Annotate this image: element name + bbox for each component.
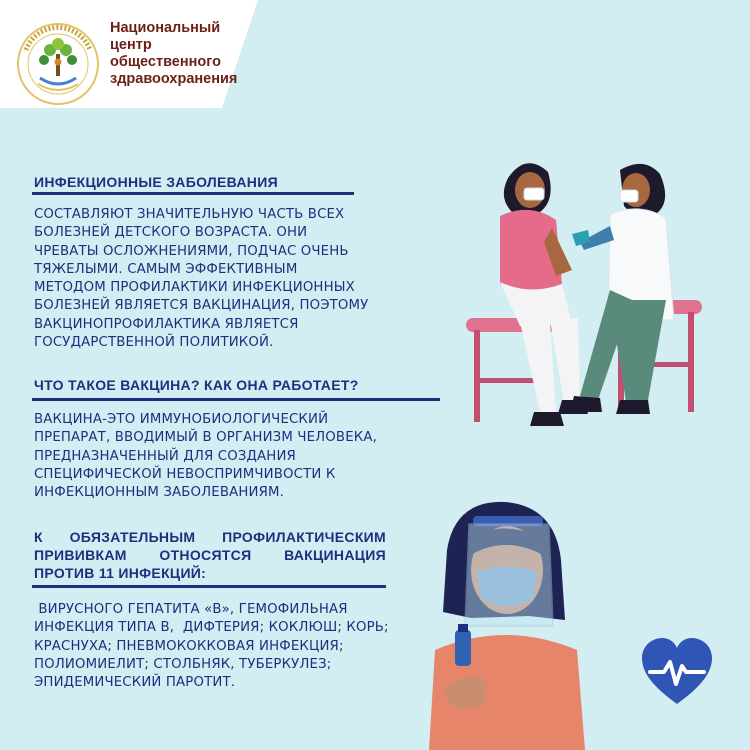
woman-face-shield-illustration <box>425 490 595 750</box>
paragraph-line: ГОСУДАРСТВЕННОЙ ПОЛИТИКОЙ. <box>34 335 274 351</box>
infections-heading: ИНФЕКЦИОННЫЕ ЗАБОЛЕВАНИЯ <box>34 174 278 190</box>
heading-word: ОБЯЗАТЕЛЬНЫМ <box>69 529 196 545</box>
paragraph-line: ПРЕПАРАТ, ВВОДИМЫЙ В ОРГАНИЗМ ЧЕЛОВЕКА, <box>34 430 377 446</box>
heading-word: ВАКЦИНАЦИЯ <box>284 547 386 563</box>
org-name-line: Национальный <box>110 20 221 36</box>
org-name-line: центр <box>110 37 152 53</box>
infections-list-paragraph <box>34 601 389 692</box>
paragraph-line: БОЛЕЗНЕЙ ДЕТСКОГО ВОЗРАСТА. ОНИ <box>34 225 308 241</box>
paragraph-line: ТЯЖЕЛЫМИ. САМЫМ ЭФФЕКТИВНЫМ <box>34 261 298 277</box>
heading-word: ПРОФИЛАКТИЧЕСКИМ <box>222 529 386 545</box>
paragraph-line: ЧРЕВАТЫ ОСЛОЖНЕНИЯМИ, ПОДЧАС ОЧЕНЬ <box>34 243 349 259</box>
heading-line <box>34 564 386 582</box>
paragraph-line: БОЛЕЗНЕЙ ЯВЛЯЕТСЯ ВАКЦИНАЦИЯ, ПОЭТОМУ <box>34 298 369 314</box>
paragraph-line: МЕТОДОМ ПРОФИЛАКТИКИ ИНФЕКЦИОННЫХ <box>34 280 355 296</box>
paragraph-line: ПОЛИОМИЕЛИТ; СТОЛБНЯК, ТУБЕРКУЛЕЗ; <box>34 656 332 672</box>
paragraph-line: ЭПИДЕМИЧЕСКИЙ ПАРОТИТ. <box>34 675 236 691</box>
paragraph-line: ИНФЕКЦИЯ ТИПА В, ДИФТЕРИЯ; КОКЛЮШ; КОРЬ; <box>34 620 389 636</box>
heading-line <box>34 528 386 546</box>
paragraph-line: СПЕЦИФИЧЕСКОЙ НЕВОСПРИМЧИВОСТИ К <box>34 466 336 482</box>
logo-emblem <box>14 20 102 108</box>
heading-word: ПРОТИВ 11 ИНФЕКЦИЙ: <box>34 565 207 581</box>
doctor-figure <box>570 164 674 414</box>
heart-pulse-icon <box>640 636 714 710</box>
heading-word: К <box>34 529 43 545</box>
heading-underline <box>32 398 440 401</box>
paragraph-line: ВАКЦИНА-ЭТО ИММУНОБИОЛОГИЧЕСКИЙ <box>34 412 329 427</box>
paragraph-line: СОСТАВЛЯЮТ ЗНАЧИТЕЛЬНУЮ ЧАСТЬ ВСЕХ <box>34 207 345 222</box>
paragraph-line: ПРЕДНАЗНАЧЕННЫЙ ДЛЯ СОЗДАНИЯ <box>34 448 296 464</box>
paragraph-line: ВИРУСНОГО ГЕПАТИТА «В», ГЕМОФИЛЬНАЯ <box>34 602 348 617</box>
paragraph-line: ВАКЦИНОПРОФИЛАКТИКА ЯВЛЯЕТСЯ <box>34 316 299 332</box>
vaccine-heading: ЧТО ТАКОЕ ВАКЦИНА? КАК ОНА РАБОТАЕТ? <box>34 377 359 393</box>
heading-underline <box>32 192 354 195</box>
org-name-line: общественного <box>110 54 221 70</box>
heading-word: ПРИВИВКАМ <box>34 547 127 563</box>
patient-figure <box>500 163 588 426</box>
vaccine-paragraph <box>34 411 377 502</box>
paragraph-line: ИНФЕКЦИОННЫМ ЗАБОЛЕВАНИЯМ. <box>34 485 285 501</box>
org-name-line: здравоохранения <box>110 71 238 87</box>
organization-name <box>110 20 250 88</box>
heading-word: ОТНОСЯТСЯ <box>159 547 252 563</box>
paragraph-line: КРАСНУХА; ПНЕВМОКОККОВАЯ ИНФЕКЦИЯ; <box>34 638 344 654</box>
infections-paragraph <box>34 206 368 352</box>
heading-underline <box>32 585 386 588</box>
heading-line <box>34 546 386 564</box>
mandatory-vaccinations-heading <box>34 528 386 582</box>
vaccination-illustration <box>460 150 710 460</box>
